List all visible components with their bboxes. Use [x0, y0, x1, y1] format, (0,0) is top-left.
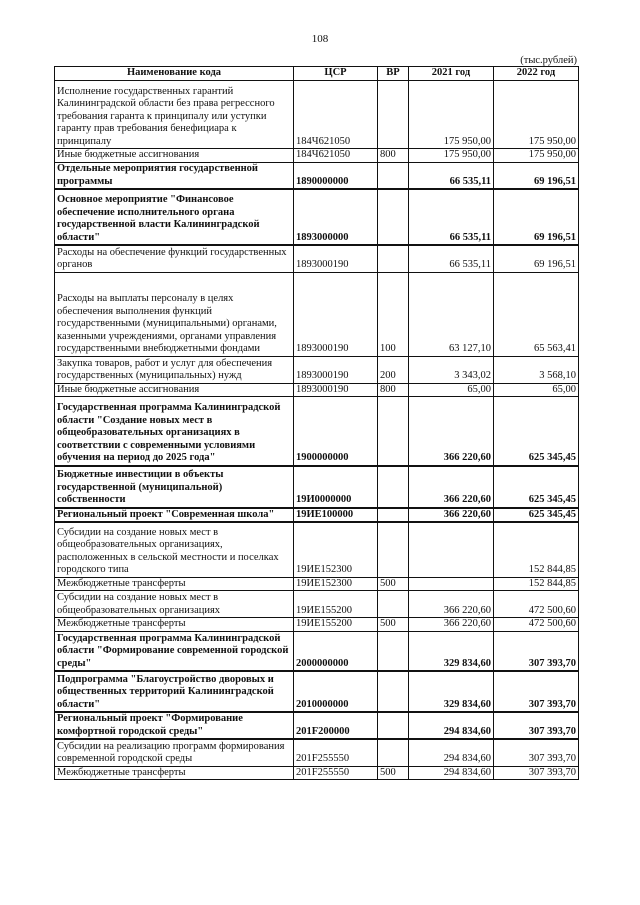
- cell-vr: [378, 671, 409, 712]
- cell-2021: 294 834,60: [409, 739, 494, 766]
- cell-2022: 307 393,70: [494, 739, 579, 766]
- table-header-row: [55, 67, 579, 81]
- cell-2021: 366 220,60: [409, 508, 494, 523]
- cell-vr: [378, 245, 409, 272]
- cell-2021: 3 343,02: [409, 356, 494, 383]
- table-row: [55, 149, 579, 163]
- cell-csr: 184Ч621050: [294, 149, 378, 163]
- table-row: [55, 272, 579, 356]
- cell-2022: 307 393,70: [494, 766, 579, 780]
- cell-name: Государственная программа Калининградской области "Создание новых мест в общеобразовательных организациях в соответствии с современными условиями обучения на период до 2025 года": [55, 397, 294, 466]
- cell-csr: 2000000000: [294, 631, 378, 671]
- cell-name: Государственная программа Калининградской области "Формирование современной городской среды": [55, 631, 294, 671]
- cell-2022: 307 393,70: [494, 631, 579, 671]
- table-row: [55, 577, 579, 591]
- table-row: [55, 631, 579, 671]
- cell-csr: 19ИЕ152300: [294, 522, 378, 577]
- cell-vr: [378, 162, 409, 189]
- cell-csr: 1893000190: [294, 272, 378, 356]
- cell-csr: 19ИЕ100000: [294, 508, 378, 523]
- cell-name: Иные бюджетные ассигнования: [55, 383, 294, 397]
- cell-vr: [378, 591, 409, 618]
- cell-csr: 1893000000: [294, 189, 378, 245]
- cell-csr: 19ИЕ155200: [294, 591, 378, 618]
- cell-2022: 625 345,45: [494, 397, 579, 466]
- cell-2021: 294 834,60: [409, 712, 494, 739]
- cell-name: Межбюджетные трансферты: [55, 618, 294, 632]
- table-row: [55, 466, 579, 508]
- cell-csr: 2010000000: [294, 671, 378, 712]
- table-row: [55, 739, 579, 766]
- cell-vr: [378, 712, 409, 739]
- header-csr: ЦСР: [294, 67, 378, 81]
- cell-2022: 307 393,70: [494, 671, 579, 712]
- cell-vr: [378, 466, 409, 508]
- cell-name: Межбюджетные трансферты: [55, 766, 294, 780]
- cell-csr: 1890000000: [294, 162, 378, 189]
- table-row: [55, 712, 579, 739]
- cell-2021: 366 220,60: [409, 397, 494, 466]
- cell-2021: 66 535,11: [409, 189, 494, 245]
- cell-vr: [378, 739, 409, 766]
- header-2022: 2022 год: [494, 67, 579, 81]
- cell-vr: [378, 189, 409, 245]
- cell-csr: 201F255550: [294, 766, 378, 780]
- cell-name: Основное мероприятие "Финансовое обеспечение исполнительного органа государственной власти Калининградской области": [55, 189, 294, 245]
- cell-2022: 175 950,00: [494, 149, 579, 163]
- cell-name: Отдельные мероприятия государственной программы: [55, 162, 294, 189]
- cell-csr: 184Ч621050: [294, 81, 378, 149]
- cell-csr: 201F200000: [294, 712, 378, 739]
- cell-vr: 500: [378, 766, 409, 780]
- header-2021: 2021 год: [409, 67, 494, 81]
- cell-vr: 500: [378, 618, 409, 632]
- cell-2022: 3 568,10: [494, 356, 579, 383]
- cell-csr: 1893000190: [294, 245, 378, 272]
- cell-csr: 1900000000: [294, 397, 378, 466]
- table-row: [55, 508, 579, 523]
- cell-2022: 69 196,51: [494, 162, 579, 189]
- cell-name: Региональный проект "Формирование комфортной городской среды": [55, 712, 294, 739]
- cell-2021: 175 950,00: [409, 81, 494, 149]
- cell-vr: [378, 522, 409, 577]
- cell-2022: 472 500,60: [494, 591, 579, 618]
- cell-csr: 201F255550: [294, 739, 378, 766]
- cell-name: Расходы на выплаты персоналу в целях обеспечения выполнения функций государственными (муниципальными) органами, казенными учреждениями, органами управления государственными внебюджетными фондами: [55, 272, 294, 356]
- cell-csr: 19ИЕ155200: [294, 618, 378, 632]
- cell-name: Субсидии на создание новых мест в общеобразовательных организациях: [55, 591, 294, 618]
- cell-2022: 69 196,51: [494, 189, 579, 245]
- table-row: [55, 245, 579, 272]
- cell-2022: 625 345,45: [494, 508, 579, 523]
- cell-name: Закупка товаров, работ и услуг для обеспечения государственных (муниципальных) нужд: [55, 356, 294, 383]
- cell-2022: 175 950,00: [494, 81, 579, 149]
- table-row: [55, 81, 579, 149]
- budget-table: [54, 66, 579, 780]
- table-row: [55, 162, 579, 189]
- units-label: (тыс.рублей): [520, 55, 577, 66]
- table-row: [55, 356, 579, 383]
- cell-2022: 472 500,60: [494, 618, 579, 632]
- cell-csr: 19И0000000: [294, 466, 378, 508]
- cell-2022: 307 393,70: [494, 712, 579, 739]
- cell-name: Межбюджетные трансферты: [55, 577, 294, 591]
- cell-2021: 366 220,60: [409, 591, 494, 618]
- cell-2021: 65,00: [409, 383, 494, 397]
- cell-2021: 366 220,60: [409, 618, 494, 632]
- cell-csr: 1893000190: [294, 383, 378, 397]
- cell-2021: 366 220,60: [409, 466, 494, 508]
- cell-2021: 66 535,11: [409, 162, 494, 189]
- table-row: [55, 189, 579, 245]
- cell-vr: 100: [378, 272, 409, 356]
- cell-2021: 329 834,60: [409, 671, 494, 712]
- cell-vr: [378, 397, 409, 466]
- cell-2022: 152 844,85: [494, 522, 579, 577]
- cell-vr: 800: [378, 383, 409, 397]
- cell-2022: 152 844,85: [494, 577, 579, 591]
- cell-2021: 329 834,60: [409, 631, 494, 671]
- cell-2022: 65,00: [494, 383, 579, 397]
- table-row: [55, 766, 579, 780]
- cell-2021: [409, 522, 494, 577]
- cell-2021: [409, 577, 494, 591]
- table-row: [55, 522, 579, 577]
- table-row: [55, 591, 579, 618]
- cell-2021: 63 127,10: [409, 272, 494, 356]
- cell-2021: 175 950,00: [409, 149, 494, 163]
- cell-vr: 500: [378, 577, 409, 591]
- cell-name: Бюджетные инвестиции в объекты государственной (муниципальной) собственности: [55, 466, 294, 508]
- table-row: [55, 671, 579, 712]
- table-row: [55, 397, 579, 466]
- cell-2022: 65 563,41: [494, 272, 579, 356]
- cell-vr: 800: [378, 149, 409, 163]
- cell-vr: 200: [378, 356, 409, 383]
- cell-name: Иные бюджетные ассигнования: [55, 149, 294, 163]
- page-number: 108: [311, 33, 329, 45]
- cell-2022: 625 345,45: [494, 466, 579, 508]
- cell-csr: 1893000190: [294, 356, 378, 383]
- table-row: [55, 383, 579, 397]
- cell-2022: 69 196,51: [494, 245, 579, 272]
- table-row: [55, 618, 579, 632]
- cell-2021: 66 535,11: [409, 245, 494, 272]
- cell-name: Субсидии на создание новых мест в общеобразовательных организациях, расположенных в сельской местности и поселках городского типа: [55, 522, 294, 577]
- cell-name: Расходы на обеспечение функций государственных органов: [55, 245, 294, 272]
- cell-csr: 19ИЕ152300: [294, 577, 378, 591]
- header-vr: ВР: [378, 67, 409, 81]
- cell-name: Подпрограмма "Благоустройство дворовых и общественных территорий Калининградской области": [55, 671, 294, 712]
- cell-name: Субсидии на реализацию программ формирования современной городской среды: [55, 739, 294, 766]
- cell-vr: [378, 508, 409, 523]
- cell-name: Исполнение государственных гарантий Калининградской области без права регрессного требования гаранта к принципалу или уступки гаранту прав требования бенефициара к принципалу: [55, 81, 294, 149]
- header-name: Наименование кода: [55, 67, 294, 81]
- cell-2021: 294 834,60: [409, 766, 494, 780]
- cell-name: Региональный проект "Современная школа": [55, 508, 294, 523]
- cell-vr: [378, 81, 409, 149]
- cell-vr: [378, 631, 409, 671]
